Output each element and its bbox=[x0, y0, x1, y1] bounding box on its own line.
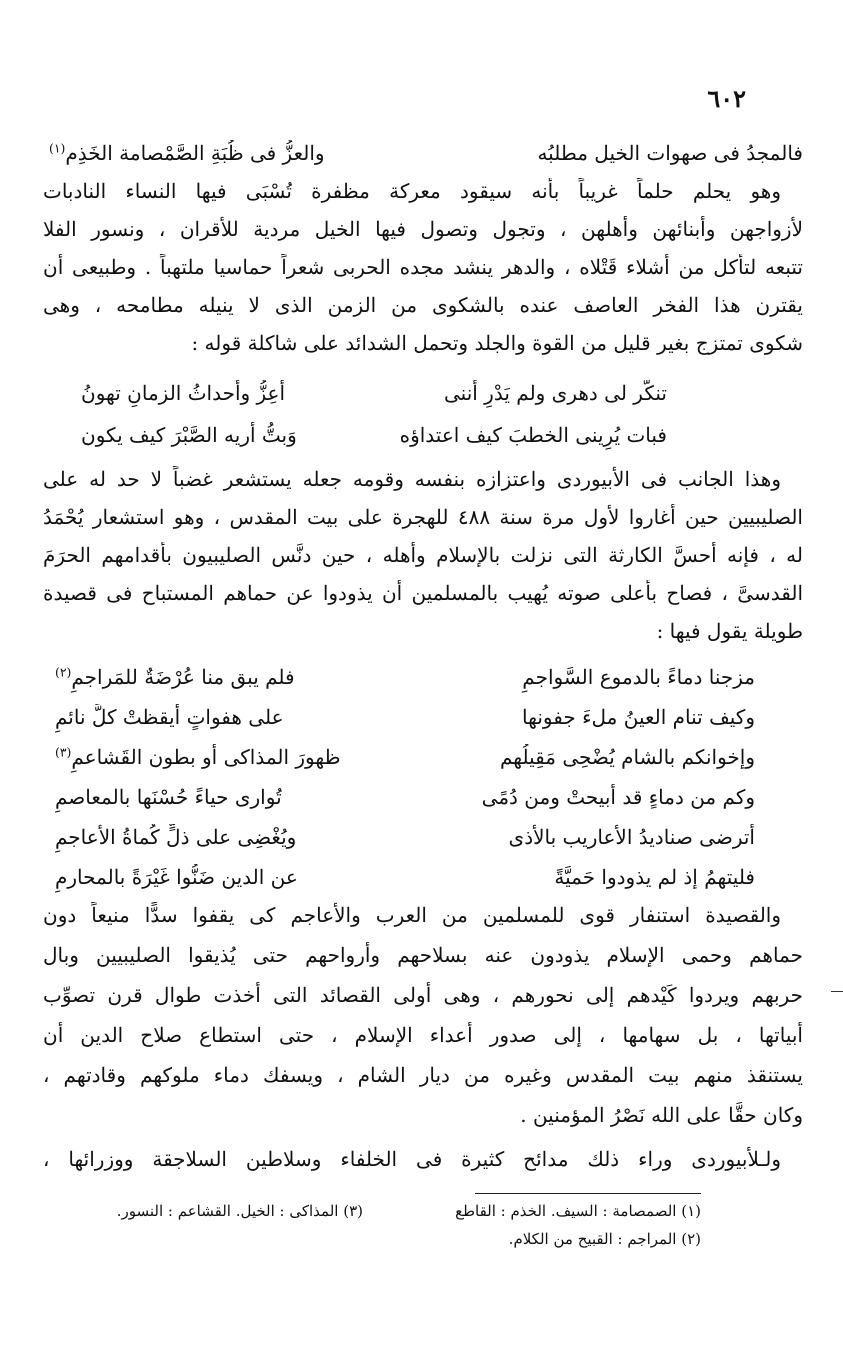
verse-hemistich-first: وإخوانكم بالشام يُضْحِى مَقِيلُهم bbox=[499, 745, 755, 769]
footnote-divider bbox=[475, 1193, 701, 1194]
verse-hemistich-first: وكم من دماءٍ قد أُبيحتْ ومن دُمًى bbox=[481, 785, 755, 809]
text-line: حربهم ويردوا كَيْدهم إلى نحورهم ، وهى أولى القصائد التى أخذت طوال قرن تصوِّب bbox=[43, 983, 803, 1007]
footnote-marker: (١) bbox=[49, 140, 66, 156]
verse-hemistich-second: وَبتُّ أُريه الصَّبْرَ كيف يكون bbox=[81, 423, 297, 447]
text-line: والقصيدة استنفار قوى للمسلمين من العرب والأعاجم كى يقفوا سدًّا منيعاً دون bbox=[43, 903, 781, 927]
footnote-2: (٢) المراجم : القبيح من الكلام. bbox=[508, 1230, 701, 1248]
verse-line bbox=[81, 380, 667, 412]
text-line: الصليبيين حين أغاروا لأول مرة سنة ٤٨٨ للهجرة على بيت المقدس ، وهو استشعار يُحْمَدُ bbox=[43, 505, 803, 529]
verse-line bbox=[81, 422, 667, 454]
verse-line bbox=[55, 784, 755, 816]
text-line: حماهم وحمى الإسلام يذودون عنه بسلاحهم وأرواحهم حتى يُذيقوا الصليبيين وبال bbox=[43, 943, 803, 967]
text-line: القدسىَّ ، فصاح بأعلى صوته يُهيب بالمسلمين أن يذودوا عن حماهم المستباح فى قصيدة bbox=[43, 581, 803, 605]
verse-line bbox=[55, 864, 755, 896]
verse-hemistich-second: ويُغْضِى على ذلٍّ كُماةُ الأعاجمِ bbox=[55, 825, 297, 849]
text-line: شكوى تمتزج بغير قليل من القوة والجلد وتحمل الشدائد على شاكلة قوله : bbox=[191, 331, 803, 355]
footnote-marker: (٢) bbox=[55, 664, 72, 680]
footnote-3: (٣) المذاكى : الخيل. القشاعم : النسور. bbox=[116, 1202, 363, 1220]
verse-hemistich-second: ظهورَ المذاكى أو بطون القَشاعمِ$^{(٣)}$ bbox=[55, 744, 341, 769]
page-number: ٦٠٢ bbox=[707, 84, 746, 113]
verse-hemistich-second: عن الدين ضَنُّوا غَيْرَةً بالمحارمِ bbox=[55, 865, 298, 889]
margin-mark bbox=[831, 991, 843, 992]
text-line: يقترن هذا الفخر العاصف عنده بالشكوى من الزمن الذى لا ينيله مطامحه ، وهى bbox=[43, 293, 803, 317]
verse-hemistich-first: مزجنا دماءً بالدموع السَّواجمِ bbox=[522, 665, 755, 689]
verse-hemistich-first: فالمجدُ فى صهوات الخيل مطلبُه bbox=[537, 141, 803, 165]
verse-hemistich-second: على هفواتٍ أيقظتْ كلَّ نائمِ bbox=[55, 705, 284, 729]
verse-hemistich-first: فليتهمُ إذ لم يذودوا حَميَّةً bbox=[554, 865, 755, 889]
verse-line bbox=[55, 704, 755, 736]
text-line: وهذا الجانب فى الأبيوردى واعتزازه بنفسه وقومه جعله يستشعر غضباً لا حد له على bbox=[43, 467, 781, 491]
text-line: تتبعه لتأكل من أشلاء قَتْلاه ، والدهر ينشد مجده الحربى شعراً حماسيا ملتهباً . وطبيعى أن bbox=[43, 255, 803, 279]
verse-hemistich-second: والعزُّ فى ظُبَةِ الصَّمْصامة الخَذِم$^{(١)}$ bbox=[49, 140, 325, 165]
verse-hemistich-first: أَترضى صناديدُ الأعاريب بالأذى bbox=[508, 825, 755, 849]
verse-line bbox=[55, 824, 755, 856]
verse-hemistich-first: وكيف تنام العينُ ملءَ جفونها bbox=[522, 705, 755, 729]
text-line: ولـلأبيوردى وراء ذلك مدائح كثيرة فى الخلفاء وسلاطين السلاجقة ووزرائها ، bbox=[43, 1147, 781, 1171]
text-line: أبياتها ، بل سهامها ، إلى صدور أعداء الإسلام ، حتى استطاع صلاح الدين أن bbox=[43, 1023, 803, 1047]
verse-hemistich-first: تنكَّر لى دهرى ولم يَدْرِ أننى bbox=[444, 381, 667, 405]
verse-line bbox=[55, 664, 755, 696]
verse-hemistich-second: تُوارى حياءً حُسْنَها بالمعاصمِ bbox=[55, 785, 282, 809]
footnote-marker: (٣) bbox=[55, 744, 72, 760]
text-line: لأزواجهن وأبنائهن وأهلهن ، وتجول وتصول فيها الخيل مردية للأقران ، ونسور الفلا bbox=[43, 217, 803, 241]
footnote-1: (١) الصمصامة : السيف. الخذم : القاطع bbox=[455, 1202, 701, 1220]
text-line: يستنقذ منهم بيت المقدس وغيره من ديار الشام ، ويسفك دماء ملوكهم وقادتهم ، bbox=[43, 1063, 803, 1087]
text-line: له ، فإنه أحسَّ الكارثة التى نزلت بالإسلام وأهله ، حين دنَّس الصليبيون بأقدامهم الحرَمَ bbox=[43, 543, 803, 567]
opening-verse bbox=[43, 140, 803, 170]
verse-hemistich-first: فبات يُرِينى الخطبَ كيف اعتداؤه bbox=[399, 423, 667, 447]
text-line: وهو يحلم حلماً غريباً بأنه سيقود معركة مظفرة تُسْبَى فيها النساء النادبات bbox=[43, 179, 781, 203]
verse-line bbox=[55, 744, 755, 776]
text-line: طويلة يقول فيها : bbox=[656, 619, 803, 643]
text-line: وكان حقًّا على الله نَصْرُ المؤمنين . bbox=[520, 1103, 803, 1127]
verse-hemistich-second: فلم يبق منا عُرْضَةٌ للمَراجمِ$^{(٢)}$ bbox=[55, 664, 295, 689]
verse-hemistich-second: أعِزُّ وأحداثُ الزمانِ تهونُ bbox=[81, 381, 286, 405]
